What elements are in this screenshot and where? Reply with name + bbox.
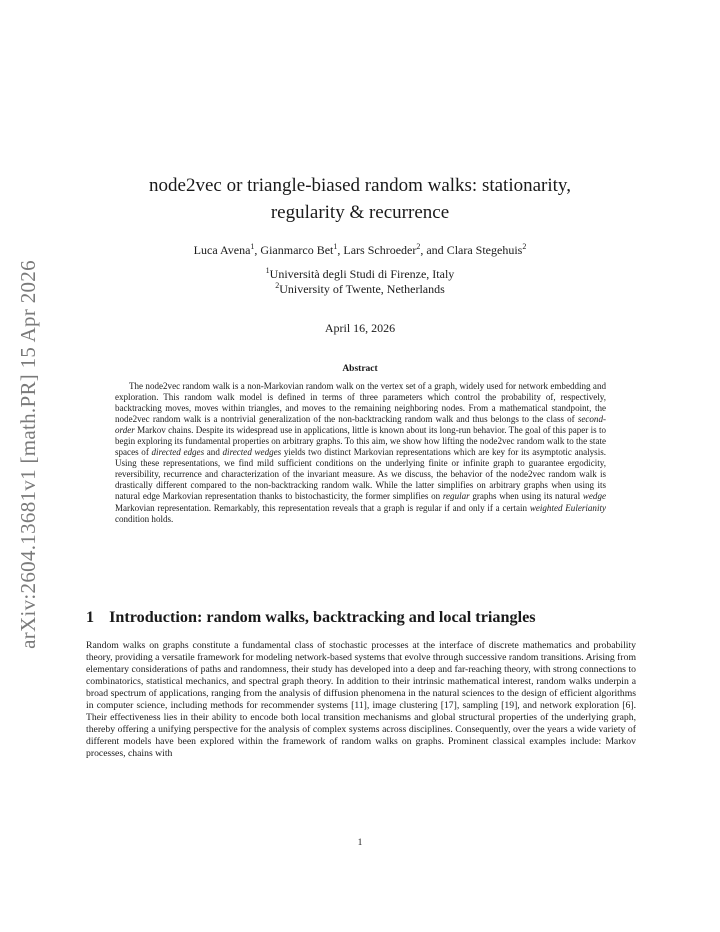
page-number: 1 bbox=[357, 838, 363, 848]
affil-marker: 1 bbox=[250, 242, 255, 251]
affil-marker: 1 bbox=[333, 242, 338, 251]
affil-number: 2 bbox=[275, 281, 280, 290]
affil-number: 1 bbox=[265, 266, 270, 275]
abstract-emphasis: wedge bbox=[582, 491, 606, 502]
abstract-text: The node2vec random walk is a non-Markovian random walk on the vertex set of a graph, widely used for network embedding and exploration. This random walk model is defined in terms of three parameters which control the probability of, respectively, backtracking moves, moves within triangles, and moves to the remaining neighboring nodes. From a mathematical standpoint, the node2vec random walk is a nontrivial generalization of the non-backtracking random walk and thus belongs to the class of bbox=[115, 381, 606, 425]
affiliation bbox=[80, 282, 640, 297]
abstract-emphasis: weighted Eulerianity bbox=[529, 502, 606, 513]
affil-marker: 2 bbox=[522, 242, 527, 251]
section-number: 1 bbox=[86, 608, 95, 626]
abstract-emphasis: directed edges bbox=[151, 447, 205, 458]
section-body: Random walks on graphs constitute a fundamental class of stochastic processes at the interface of discrete mathematics and probability theory, providing a versatile framework for modeling network-based systems that evolve through successive random transitions. Arising from elementary considerations of paths and randomness, their study has developed into a deep and far-reaching theory, with strong connections to combinatorics, statistical mechanics, and spectral graph theory. In addition to their intrinsic mathematical interest, random walks underpin a broad spectrum of applications, ranging from the analysis of diffusion phenomena in the natural sciences to the design of efficient algorithms in computer science, including methods for recommender systems [11], image clustering [17], sampling [19], and network exploration [6]. Their effectiveness lies in their ability to encode both local transition mechanisms and global structural properties of the underlying graph, thereby offering a unifying perspective for the analysis of complex systems across disciplines. Consequently, over the years a wide variety of different models have been explored within the framework of random walks on graphs. Prominent classical examples include: Markov processes, chains with bbox=[86, 640, 636, 760]
abstract-emphasis: second-order bbox=[115, 414, 606, 436]
section-title: Introduction: random walks, backtracking and local triangles bbox=[109, 608, 536, 626]
author-list: Luca Avena$^1$, Gianmarco Bet$^1$, Lars Schroeder$^2$, and Clara Stegehuis$^2$ bbox=[193, 242, 527, 257]
abstract-emphasis: directed wedges bbox=[222, 447, 282, 458]
author-name: Gianmarco Bet bbox=[260, 243, 334, 257]
abstract-text: and bbox=[204, 447, 223, 458]
title-block bbox=[80, 172, 640, 336]
arxiv-identifier: arXiv:2604.13681v1 [math.PR] 15 Apr 2026 bbox=[15, 259, 40, 649]
abstract-heading: Abstract bbox=[342, 364, 378, 374]
author-name: Luca Avena bbox=[193, 243, 251, 257]
abstract-text: yields two distinct Markovian representations which are key for its asymptotic analysis. Using these representations, we find mild sufficient conditions on the underlying finite or infinite graph to guarantee ergodicity, reversibility, recurrence and characterization of the invariant measure. As we discuss, the behavior of the node2vec random walk is drastically different compared to the non-backtracking random walk. While the latter simplifies on arbitrary graphs when using its natural edge Markovian representation thanks to bistochasticity, the former simplifies on bbox=[115, 447, 607, 502]
affil-marker: 2 bbox=[416, 242, 421, 251]
arxiv-sidebar-stamp bbox=[6, 232, 50, 676]
abstract-text: Markovian representation. Remarkably, this representation reveals that a graph is regular if and only if a certain bbox=[115, 502, 530, 513]
title-line-2: regularity & recurrence bbox=[270, 202, 450, 223]
affiliation-name: University of Twente, Netherlands bbox=[279, 282, 445, 296]
affiliations bbox=[80, 267, 640, 297]
abstract-text: condition holds. bbox=[115, 513, 174, 524]
paper-date: April 16, 2026 bbox=[324, 321, 396, 335]
affiliation bbox=[80, 267, 640, 282]
author-name: Clara Stegehuis bbox=[446, 243, 523, 257]
title-line-1: node2vec or triangle-biased random walks: stationarity, bbox=[149, 175, 571, 196]
abstract-text: Markov chains. Despite its widespread use in applications, little is known about its long-run behavior. The goal of this paper is to begin exploring its fundamental properties on arbitrary graphs. To this aim, we show how lifting the node2vec random walk to the state spaces of bbox=[115, 425, 606, 458]
author-name: Lars Schroeder bbox=[343, 243, 417, 257]
affiliation-name: Università degli Studi di Firenze, Italy bbox=[269, 267, 455, 281]
abstract-body bbox=[115, 381, 606, 525]
abstract-text: graphs when using its natural bbox=[469, 491, 583, 502]
abstract-emphasis: regular bbox=[442, 491, 470, 502]
section-heading bbox=[86, 608, 646, 627]
paper-title bbox=[80, 172, 640, 226]
